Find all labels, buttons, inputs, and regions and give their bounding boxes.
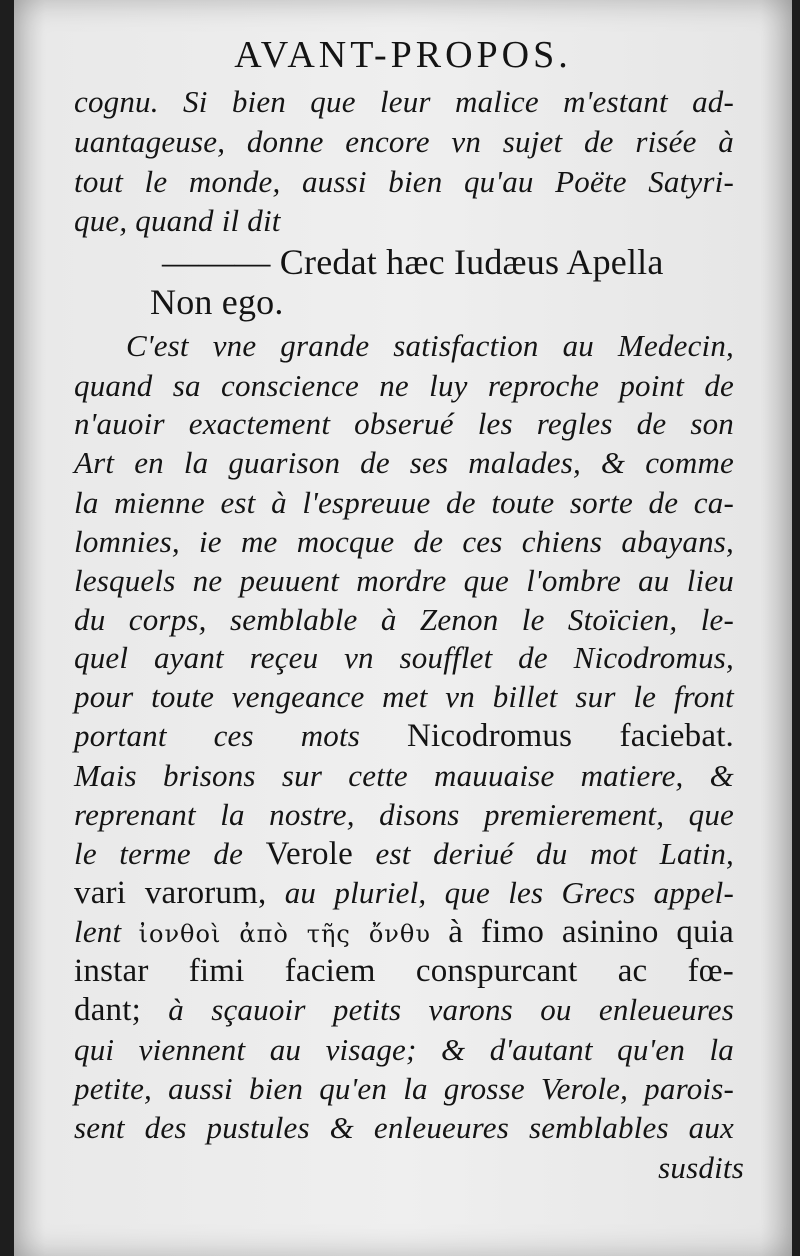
text-line: que, quand il dit: [74, 203, 281, 238]
text-run-roman: à fimo asinino quia: [448, 914, 734, 950]
text-line: [74, 990, 734, 1030]
text-run-roman: Verole: [265, 836, 353, 872]
text-line: petite, aussi bien qu'en la grosse Verole, parois-: [74, 1071, 734, 1106]
text-line: cognu. Si bien que leur malice m'estant ad-: [74, 84, 734, 119]
verse-quote-line: ——— Credat hæc Iudæus Apella: [162, 242, 664, 282]
text-line: n'auoir exactement obserué les regles de son: [74, 406, 734, 441]
text-line: quel ayant reçeu vn soufflet de Nicodromus,: [74, 640, 734, 675]
text-line: Art en la guarison de ses malades, & comme: [74, 445, 734, 480]
text-run-italic: est deriué du mot Latin,: [375, 836, 735, 871]
text-line: qui viennent au visage; & d'autant qu'en la: [74, 1032, 734, 1067]
text-line: instar fimi faciem conspurcant ac fœ-: [74, 953, 734, 989]
text-run-italic: à sçauoir petits varons ou enleueures: [168, 992, 734, 1027]
text-line: reprenant la nostre, disons premierement, que: [74, 797, 734, 832]
book-page: [14, 0, 792, 1256]
paragraph-first-line: C'est vne grande satisfaction au Medecin,: [126, 328, 734, 363]
text-run-roman: vari varorum,: [74, 875, 267, 911]
text-line: [74, 716, 734, 756]
text-line: tout le monde, aussi bien qu'au Poëte Satyri-: [74, 164, 734, 199]
greek-text-run: ἰονθοὶ ἀπὸ τῆς ὄνθυ: [138, 920, 431, 948]
verse-quote-line: Non ego.: [150, 282, 284, 322]
text-line: lomnies, ie me mocque de ces chiens abayans,: [74, 524, 734, 559]
text-line: du corps, semblable à Zenon le Stoïcien, le-: [74, 602, 734, 637]
text-line: uantageuse, donne encore vn sujet de risée à: [74, 124, 734, 159]
running-header: AVANT-PROPOS.: [234, 34, 572, 76]
text-line: quand sa conscience ne luy reproche point de: [74, 368, 734, 403]
text-line: [74, 873, 734, 913]
text-run-roman: Nicodromus faciebat.: [406, 718, 735, 754]
text-line: [74, 834, 734, 874]
text-line: pour toute vengeance met vn billet sur le front: [74, 679, 734, 714]
text-run-italic: portant ces mots: [74, 718, 361, 753]
text-line: la mienne est à l'espreuue de toute sorte de ca-: [74, 485, 734, 520]
text-line: lesquels ne peuuent mordre que l'ombre au lieu: [74, 563, 734, 598]
text-run-italic: au pluriel, que les Grecs appel-: [284, 875, 734, 910]
text-run-italic: le terme de: [74, 836, 244, 871]
text-run-roman: dant;: [74, 992, 141, 1028]
catchword: susdits: [658, 1150, 744, 1185]
text-run-italic: lent: [74, 914, 122, 949]
text-line: [74, 912, 734, 954]
text-line: sent des pustules & enleueures semblables aux: [74, 1110, 734, 1145]
text-line: Mais brisons sur cette mauuaise matiere, &: [74, 758, 734, 793]
